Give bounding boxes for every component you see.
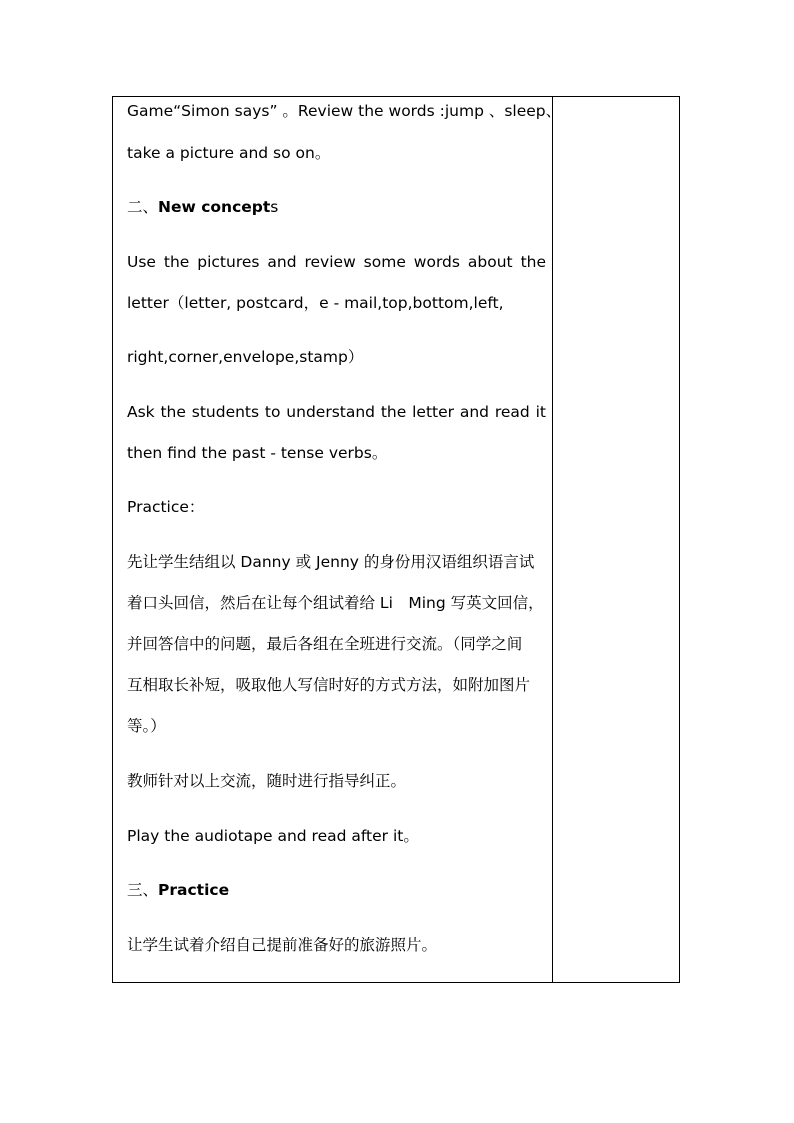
- word: letter: [412, 403, 455, 421]
- text-line: 先让学生结组以 Danny 或 Jenny 的身份用汉语组织语言试: [127, 553, 535, 571]
- text-line: Practice：: [127, 498, 205, 516]
- word: the: [380, 403, 407, 421]
- word: review: [304, 253, 356, 271]
- word: understand: [286, 403, 376, 421]
- word: the: [160, 403, 186, 421]
- text-line: 着口头回信，然后在让每个组试着给 Li Ming 写英文回信，: [127, 594, 544, 612]
- heading-text: New concept: [158, 198, 271, 216]
- word: to: [264, 403, 281, 421]
- word: students: [191, 403, 260, 421]
- section-heading-new-concepts: [127, 197, 278, 217]
- word: Ask: [127, 403, 155, 421]
- lesson-table: [112, 96, 680, 983]
- text-line: 互相取长补短，吸取他人写信时好的方式方法，如附加图片: [127, 676, 531, 694]
- text-line: right,corner,envelope,stamp）: [127, 348, 364, 366]
- text-line-justified: [127, 252, 546, 272]
- heading-text: Practice: [158, 881, 230, 899]
- word: and: [267, 253, 297, 271]
- word: the: [163, 253, 190, 271]
- text-line-justified: [127, 402, 546, 422]
- column-divider: [552, 96, 553, 983]
- text-line: Game“Simon says” 。Review the words :jump 、sleep、: [127, 102, 562, 120]
- text-line: 教师针对以上交流，随时进行指导纠正。: [127, 772, 407, 790]
- word: it: [535, 403, 546, 421]
- word: Use: [127, 253, 156, 271]
- text-line: Play the audiotape and read after it。: [127, 827, 419, 845]
- text-line: letter（letter, postcard，e - mail,top,bottom,left,: [127, 294, 504, 312]
- section-heading-practice: [127, 880, 229, 900]
- word: words: [413, 253, 460, 271]
- text-line: 等。）: [127, 717, 166, 735]
- word: pictures: [197, 253, 260, 271]
- heading-number: 二、: [127, 198, 159, 216]
- heading-suffix: s: [270, 198, 279, 216]
- word: the: [520, 253, 546, 271]
- text-line: 并回答信中的问题，最后各组在全班进行交流。（同学之间: [127, 635, 523, 653]
- word: about: [467, 253, 513, 271]
- word: read: [494, 403, 530, 421]
- word: and: [459, 403, 490, 421]
- text-line: take a picture and so on。: [127, 144, 331, 162]
- word: some: [363, 253, 406, 271]
- text-line: then find the past - tense verbs。: [127, 444, 388, 462]
- text-line: 让学生试着介绍自己提前准备好的旅游照片。: [127, 936, 438, 954]
- heading-number: 三、: [127, 881, 159, 899]
